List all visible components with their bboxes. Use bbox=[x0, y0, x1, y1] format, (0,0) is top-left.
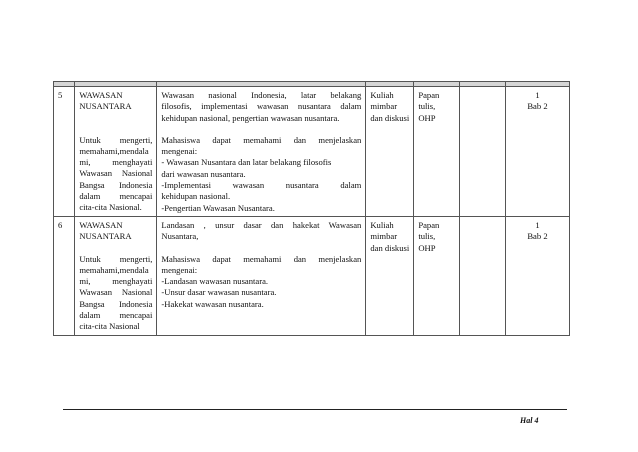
objective-line: memahami,mendala bbox=[79, 264, 149, 275]
material-line: filosofis, implementasi wawasan nusantara dalam bbox=[161, 101, 362, 112]
material-line: -Pengertian Wawasan Nusantara. bbox=[161, 202, 275, 213]
topic-cell bbox=[75, 87, 157, 217]
material-line: -Landasan wawasan nusantara. bbox=[161, 276, 269, 287]
material-cell bbox=[157, 216, 366, 335]
objective-line: mi, menghayati bbox=[79, 276, 153, 287]
media-line: tulis, bbox=[418, 231, 436, 242]
objective-line: Untuk mengerti, bbox=[79, 253, 153, 264]
media-line: OHP bbox=[418, 112, 436, 123]
empty-cell bbox=[460, 216, 506, 335]
material-line: Mahasiswa dapat memahami dan menjelaskan bbox=[161, 134, 362, 145]
media-cell bbox=[414, 87, 460, 217]
method-line: mimbar bbox=[370, 231, 398, 242]
method-line: Kuliah bbox=[370, 219, 394, 230]
method-line: Kuliah bbox=[370, 90, 394, 100]
topic-line: WAWASAN bbox=[79, 90, 123, 100]
objective-line: cita-cita Nasional. bbox=[79, 202, 142, 213]
objective-line: dalam mencapai bbox=[79, 310, 153, 321]
topic-cell bbox=[75, 216, 157, 335]
method-line: mimbar bbox=[370, 101, 398, 112]
method-line: dan diskusi bbox=[370, 242, 410, 253]
media-line: Papan bbox=[418, 219, 440, 230]
material-line: -Unsur dasar wawasan nusantara. bbox=[161, 287, 277, 298]
objective-line: cita-cita Nasional bbox=[79, 321, 140, 332]
footer-divider bbox=[63, 409, 567, 410]
objective-line: dalam mencapai bbox=[79, 191, 153, 202]
material-line: mengenai: bbox=[161, 146, 198, 157]
method-cell bbox=[366, 87, 414, 217]
reference-line: 1 bbox=[535, 90, 540, 100]
material-line: Nusantara, bbox=[161, 231, 199, 242]
material-line: kehidupan nasional, pengertian wawasan nusantara. bbox=[161, 112, 340, 123]
reference-line: Bab 2 bbox=[527, 231, 548, 242]
topic-line: NUSANTARA bbox=[79, 101, 132, 112]
objective-line: memahami,mendala bbox=[79, 145, 149, 156]
reference-cell bbox=[505, 216, 569, 335]
topic-line: NUSANTARA bbox=[79, 231, 132, 242]
media-line: tulis, bbox=[418, 101, 436, 112]
material-line: Wawasan nasional Indonesia, latar belakang bbox=[161, 90, 362, 100]
table-row bbox=[54, 87, 570, 217]
reference-line: 1 bbox=[535, 219, 540, 230]
material-line: mengenai: bbox=[161, 264, 198, 275]
syllabus-table bbox=[53, 81, 570, 336]
material-line: -Hakekat wawasan nusantara. bbox=[161, 298, 264, 309]
row-number: 5 bbox=[54, 87, 75, 217]
objective-line: Wawasan Nasional bbox=[79, 168, 153, 179]
material-cell bbox=[157, 87, 366, 217]
objective-line: Wawasan Nasional bbox=[79, 287, 153, 298]
method-line: dan diskusi bbox=[370, 112, 410, 123]
method-cell bbox=[366, 216, 414, 335]
material-line: Mahasiswa dapat memahami dan menjelaskan bbox=[161, 253, 362, 264]
row-number: 6 bbox=[54, 216, 75, 335]
table-row bbox=[54, 216, 570, 335]
objective-line: Bangsa Indonesia bbox=[79, 298, 153, 309]
material-line: - Wawasan Nusantara dan latar belakang filosofis bbox=[161, 157, 332, 168]
page-number: Hal 4 bbox=[520, 416, 539, 425]
media-line: Papan bbox=[418, 90, 440, 100]
material-line: -Implementasi wawasan nusantara dalam bbox=[161, 180, 362, 191]
empty-cell bbox=[460, 87, 506, 217]
reference-line: Bab 2 bbox=[527, 101, 548, 112]
objective-line: Untuk mengerti, bbox=[79, 134, 153, 145]
material-line: dari wawasan nusantara. bbox=[161, 168, 246, 179]
objective-line: Bangsa Indonesia bbox=[79, 179, 153, 190]
material-line: Landasan , unsur dasar dan hakekat Wawasan bbox=[161, 219, 362, 230]
topic-line: WAWASAN bbox=[79, 219, 123, 230]
objective-line: mi, menghayati bbox=[79, 157, 153, 168]
material-line: kehidupan nasional. bbox=[161, 191, 231, 202]
media-line: OHP bbox=[418, 242, 436, 253]
reference-cell bbox=[505, 87, 569, 217]
media-cell bbox=[414, 216, 460, 335]
